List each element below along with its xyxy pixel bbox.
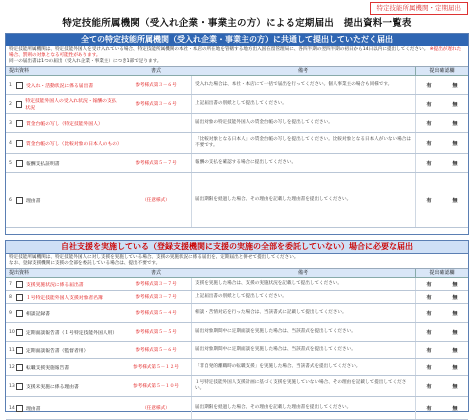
form-cell: 参考様式第５－１２号 — [133, 365, 179, 370]
form-cell: 参考様式第３－６号 — [135, 83, 177, 88]
doc-label: 理由書 — [26, 198, 41, 204]
section-support-heading: 自社支援を実施している（登録支援機関に支援の実施の全部を委託していない）場合に必要な届出 — [6, 241, 468, 254]
form-cell: （任意様式） — [142, 406, 170, 411]
check-cell — [416, 140, 468, 147]
no-mark[interactable]: 無 — [452, 160, 458, 167]
table-row — [6, 397, 468, 420]
section-common — [5, 33, 469, 235]
doc-label: 支援実施状況に係る届出書 — [26, 282, 84, 288]
no-mark[interactable]: 無 — [452, 82, 458, 89]
checkbox[interactable] — [16, 383, 23, 390]
section-common-heading: 全ての特定技能所属機関（受入れ企業・事業主の方）に共通して提出していただく届出 — [6, 34, 468, 46]
table-row — [6, 114, 468, 133]
col-check: 提出確認欄 — [415, 67, 468, 75]
row-number: 14 — [9, 405, 15, 411]
section-support-note — [6, 254, 468, 269]
table-row — [6, 133, 468, 154]
table-row — [6, 376, 468, 397]
remark-cell: 上記届出書の別紙として提出してください。 — [191, 95, 416, 113]
table-row — [6, 95, 468, 114]
yes-mark[interactable]: 有 — [426, 160, 432, 167]
doc-cell — [6, 405, 121, 412]
checkbox[interactable] — [16, 120, 23, 127]
doc-cell — [6, 140, 121, 147]
table-header — [6, 269, 468, 278]
remark-cell: 「比較対象となる日本人」の賃金台帳の写しを提出してください。比較対象となる日本人がいない場合は不要です。 — [191, 133, 416, 153]
no-mark[interactable]: 無 — [452, 294, 458, 301]
check-cell — [416, 405, 468, 412]
doc-cell — [6, 329, 121, 336]
table-row — [6, 323, 468, 342]
check-cell — [416, 294, 468, 301]
check-cell — [416, 160, 468, 167]
check-cell — [416, 120, 468, 127]
row-number: 11 — [9, 347, 15, 353]
col-doc: 提出資料 — [9, 68, 30, 74]
table-row — [6, 76, 468, 95]
yes-mark[interactable]: 有 — [426, 310, 432, 317]
doc-cell — [6, 120, 121, 127]
row-number: 6 — [9, 197, 12, 203]
table-row — [6, 154, 468, 173]
row-number: 10 — [9, 329, 15, 335]
row-number: 4 — [9, 140, 12, 146]
note-warning: ※提出が遅れた場合、罰則の対象となる可能性があります。 — [9, 47, 462, 58]
checkbox[interactable] — [16, 310, 23, 317]
form-cell: 参考様式第５－４号 — [135, 311, 177, 316]
table-row — [6, 304, 468, 323]
check-cell — [416, 347, 468, 354]
remark-cell: 届出対象期間中に定期面談を実施した場合は、当該書式を提出してください。 — [191, 323, 416, 341]
check-cell — [416, 82, 468, 89]
table-row — [6, 291, 468, 304]
check-cell — [416, 364, 468, 371]
doc-cell — [6, 364, 121, 371]
checkbox[interactable] — [16, 281, 23, 288]
row-number: 13 — [9, 383, 15, 389]
no-mark[interactable]: 無 — [452, 329, 458, 336]
checkbox[interactable] — [16, 405, 23, 412]
doc-cell — [6, 310, 121, 317]
check-cell — [416, 329, 468, 336]
yes-mark[interactable]: 有 — [426, 329, 432, 336]
doc-cell — [6, 82, 121, 89]
checkbox[interactable] — [16, 364, 23, 371]
no-mark[interactable]: 無 — [452, 310, 458, 317]
no-mark[interactable]: 無 — [452, 101, 458, 108]
remark-cell: 報酬の支払を確認する場合に提出してください。 — [191, 154, 416, 172]
no-mark[interactable]: 無 — [452, 140, 458, 147]
doc-label: 受入れ・活動状況に係る届出書 — [26, 83, 94, 89]
yes-mark[interactable]: 有 — [426, 82, 432, 89]
remark-cell: 届出期限を経過した場合、その理由を記載した理由書を提出してください。 — [191, 397, 416, 419]
checkbox[interactable] — [16, 347, 23, 354]
col-remark: 備考 — [297, 68, 308, 74]
yes-mark[interactable]: 有 — [426, 101, 432, 108]
row-number: 5 — [9, 160, 12, 166]
no-mark[interactable]: 無 — [452, 120, 458, 127]
table-row — [6, 278, 468, 291]
check-cell — [416, 197, 468, 204]
remark-cell: 支援を実施した場合は、支援の実施状況を記載して提出してください。 — [191, 278, 416, 290]
col-remark: 備考 — [297, 270, 308, 276]
checkbox[interactable] — [16, 82, 23, 89]
no-mark[interactable]: 無 — [452, 347, 458, 354]
form-cell: 参考様式第５－７号 — [135, 161, 177, 166]
no-mark[interactable]: 無 — [452, 364, 458, 371]
doc-label: 支援未実施に係る理由書 — [26, 384, 79, 390]
no-mark[interactable]: 無 — [452, 281, 458, 288]
doc-label: 相談記録書 — [26, 311, 50, 317]
form-cell: 参考様式第３－７号 — [135, 282, 177, 287]
form-cell: 参考様式第５－５号 — [135, 330, 177, 335]
yes-mark[interactable]: 有 — [426, 197, 432, 204]
doc-cell — [6, 281, 121, 288]
table-row — [6, 359, 468, 376]
check-cell — [416, 281, 468, 288]
check-cell — [416, 101, 468, 108]
form-cell: 参考様式第３－６号 — [135, 102, 177, 107]
checkbox[interactable] — [16, 101, 23, 108]
doc-cell — [6, 160, 121, 167]
remark-cell: 届出対象の特定技能外国人の賃金台帳の写しを提出してください。 — [191, 114, 416, 132]
table-header — [6, 67, 468, 76]
doc-cell — [6, 197, 121, 204]
remark-cell: 届出対象期間中に定期面談を実施した場合は、当該書式を提出してください。 — [191, 342, 416, 358]
section-support — [5, 240, 469, 412]
checkbox[interactable] — [16, 197, 23, 204]
remark-cell: １号特定技能外国人支援計画に基づく支援を実施していない場合、その理由を記載して提出してください。 — [191, 376, 416, 396]
row-number: 3 — [9, 120, 12, 126]
checkbox[interactable] — [16, 294, 23, 301]
checkbox[interactable] — [16, 140, 23, 147]
section-common-note — [6, 46, 468, 67]
doc-label: 賃金台帳の写し（比較対象の日本人のもの） — [25, 141, 122, 147]
yes-mark[interactable]: 有 — [426, 364, 432, 371]
row-number: 9 — [9, 310, 12, 316]
form-cell: 参考様式第３－７号 — [135, 295, 177, 300]
note2-line-1: 特定技能所属機関は、特定技能外国人に対し支援を実施している場合、支援の実施状況に係る届出を、定期届出と併せて提出してください。 — [9, 255, 299, 260]
form-cell: （任意様式） — [142, 198, 170, 203]
yes-mark[interactable]: 有 — [426, 120, 432, 127]
yes-mark[interactable]: 有 — [426, 140, 432, 147]
yes-mark[interactable]: 有 — [426, 347, 432, 354]
yes-mark[interactable]: 有 — [426, 405, 432, 412]
row-number: 7 — [9, 281, 12, 287]
doc-cell — [6, 97, 121, 111]
doc-cell — [6, 347, 121, 354]
row-number: 1 — [9, 82, 12, 88]
row-number: 2 — [9, 101, 12, 107]
doc-label: 定期面談報告書（監督者用） — [26, 348, 89, 354]
col-form: 書式 — [150, 270, 161, 276]
doc-cell — [6, 294, 121, 301]
note2-line-2: なお、登録支援機関に支援の全部を委託している場合は、提出不要です。 — [9, 261, 161, 266]
col-check: 提出確認欄 — [415, 269, 468, 277]
checkbox[interactable] — [16, 160, 23, 167]
note-line-1: 特定技能所属機関は、特定技能外国人を受け入れている場合、特定技能所属機関の本社・本店の所在地を管轄する地方出入国在留管理局に、各四半期の翌四半期の初日から14日以内に提出してください。 — [9, 47, 429, 52]
doc-label: 特定技能外国人の受入れ状況・報酬の支払状況 — [25, 99, 117, 111]
doc-label: 賃金台帳の写し（特定技能外国人） — [26, 121, 103, 127]
document-tag: 特定技能所属機関・定期届出 — [370, 2, 469, 15]
note-line-3: 同一の届出書は1つの届出（受入れ企業・事業主）につき1部で足ります。 — [9, 59, 162, 64]
doc-label: 理由書 — [26, 406, 41, 412]
no-mark[interactable]: 無 — [452, 197, 458, 204]
form-cell: 参考様式第５－６号 — [135, 348, 177, 353]
remark-cell: 相談・苦情対応を行った場合は、当該書式に記載して提出してください。 — [191, 304, 416, 322]
no-mark[interactable]: 無 — [452, 383, 458, 390]
doc-label: 報酬支払証明書 — [26, 161, 60, 167]
page-title: 特定技能所属機関（受入れ企業・事業主の方）による定期届出 提出資料一覧表 — [62, 18, 412, 29]
yes-mark[interactable]: 有 — [426, 383, 432, 390]
yes-mark[interactable]: 有 — [426, 294, 432, 301]
col-doc: 提出資料 — [9, 270, 30, 276]
no-mark[interactable]: 無 — [452, 405, 458, 412]
doc-label: 転職支援実施報告書 — [26, 365, 70, 371]
remark-cell: 受入れた場合は、本社・本店にて一括で届出を行ってください。個人事業主の場合も同様です。 — [191, 76, 416, 94]
doc-cell — [6, 383, 121, 390]
doc-label: １号特定技能外国人支援対象者名簿 — [26, 295, 103, 301]
remark-cell: 届出期限を経過した場合、その理由を記載した理由書を提出してください。 — [191, 173, 416, 227]
col-form: 書式 — [150, 68, 161, 74]
row-number: 12 — [9, 364, 15, 370]
checkbox[interactable] — [16, 329, 23, 336]
remark-cell: 上記届出書の別紙として提出してください。 — [191, 291, 416, 303]
form-cell: 参考様式第５－１０号 — [133, 384, 179, 389]
remark-cell: 「非自発的離職時の転職支援」を実施した場合、当該書式を提出してください。 — [191, 359, 416, 375]
check-cell — [416, 383, 468, 390]
table-row — [6, 173, 468, 228]
row-number: 8 — [9, 294, 12, 300]
yes-mark[interactable]: 有 — [426, 281, 432, 288]
doc-label: 定期面談報告書（１号特定技能外国人用） — [26, 330, 118, 336]
check-cell — [416, 310, 468, 317]
table-row — [6, 342, 468, 359]
